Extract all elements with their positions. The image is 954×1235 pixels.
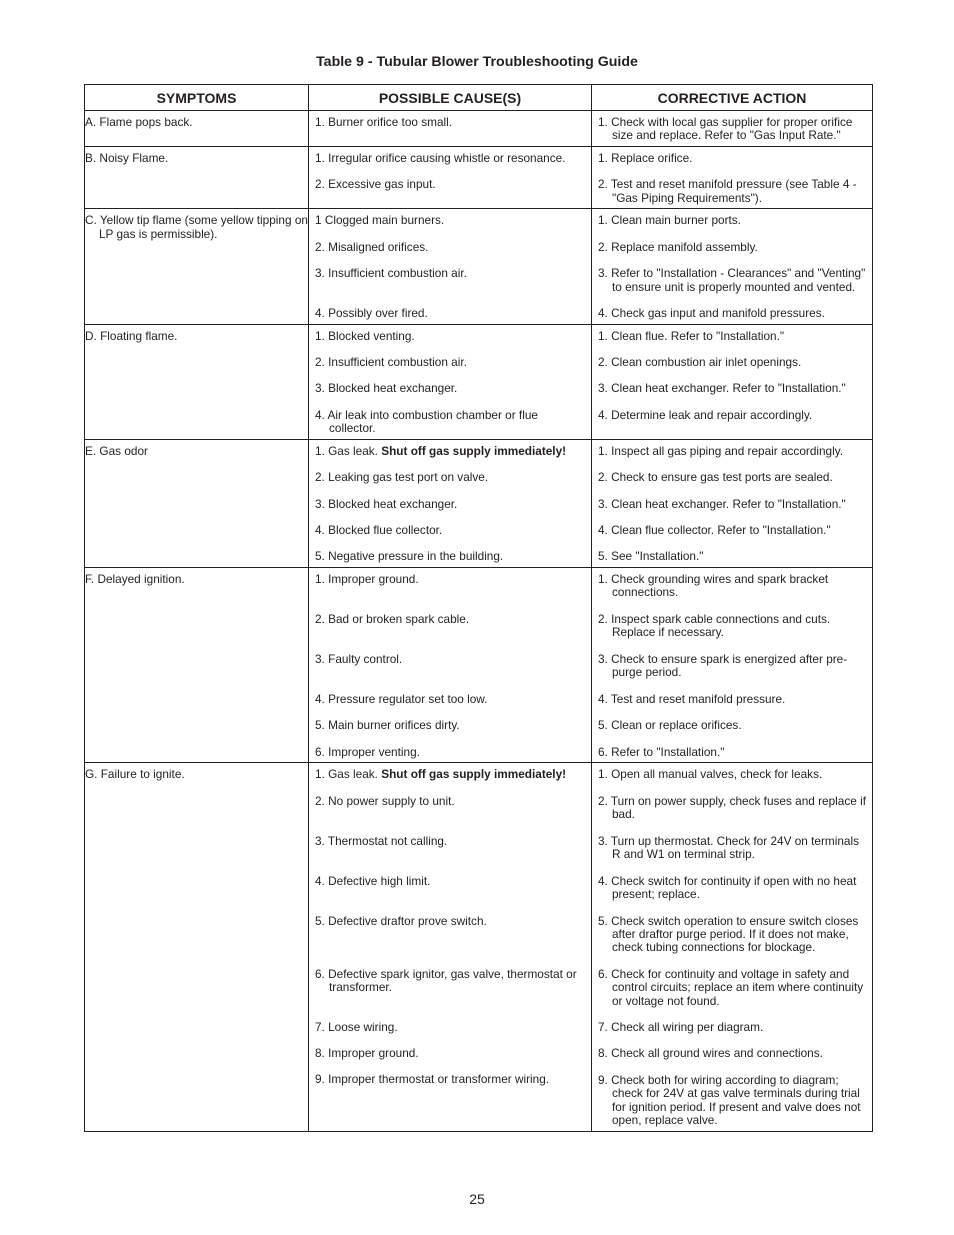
cause-item (309, 152, 591, 165)
cause-text: 5. Defective draftor prove switch. (315, 913, 487, 928)
action-item: 3. Refer to "Installation - Clearances" and "Venting" to ensure unit is properly mounted and vented. (598, 266, 866, 294)
cause-item (309, 550, 591, 563)
table-row (85, 763, 873, 1132)
cause-item (309, 746, 591, 759)
action-item: 3. Turn up thermostat. Check for 24V on terminals R and W1 on terminal strip. (598, 833, 859, 861)
action-item: 6. Check for continuity and voltage in safety and control circuits; replace an item where continuity or voltage not found. (598, 966, 864, 1008)
cause-text: 1. Blocked venting. (315, 328, 415, 343)
cause-text: 5. Negative pressure in the building. (315, 549, 504, 564)
symptom-text: E. Gas odor (85, 443, 148, 458)
actions-cell (592, 439, 873, 567)
action-item: 3. Clean heat exchanger. Refer to "Installation." (598, 496, 846, 511)
symptom-cell (85, 763, 309, 1132)
action-item: 4. Clean flue collector. Refer to "Installation." (598, 523, 831, 538)
action-item: 1. Clean flue. Refer to "Installation." (598, 328, 785, 343)
action-item: 2. Replace manifold assembly. (598, 239, 758, 254)
action-item: 3. Clean heat exchanger. Refer to "Installation." (598, 381, 846, 396)
cause-text: 3. Insufficient combustion air. (315, 266, 467, 281)
symptom-text: D. Floating flame. (85, 328, 178, 343)
cause-item (309, 330, 591, 343)
symptom-text: C. Yellow tip flame (some yellow tipping on LP gas is permissible). (85, 213, 308, 241)
column-header-symptoms: SYMPTOMS (85, 85, 309, 111)
action-item: 1. Check grounding wires and spark bracket connections. (598, 571, 829, 600)
symptom-cell (85, 324, 309, 439)
troubleshooting-table (84, 84, 873, 1132)
cause-text: 5. Main burner orifices dirty. (315, 718, 460, 733)
cause-item (309, 968, 591, 1008)
actions-cell (592, 111, 873, 147)
symptom-text: F. Delayed ignition. (85, 571, 185, 586)
action-item: 5. Clean or replace orifices. (598, 718, 742, 733)
action-item: 4. Determine leak and repair accordingly. (598, 407, 813, 422)
cause-item (309, 875, 591, 902)
cause-item (309, 267, 591, 294)
action-item: 5. Check switch operation to ensure switch closes after draftor purge period. If it does not make, check tubing connections for blockage. (598, 913, 859, 955)
cause-text: 1. Burner orifice too small. (315, 115, 453, 129)
action-item: 1. Clean main burner ports. (598, 213, 741, 228)
cause-text: 3. Thermostat not calling. (315, 833, 448, 848)
table-row (85, 111, 873, 147)
cause-item (309, 524, 591, 537)
action-item: 4. Test and reset manifold pressure. (598, 691, 786, 706)
cause-text: 1. Gas leak. (315, 443, 378, 458)
action-item: 7. Check all wiring per diagram. (598, 1019, 764, 1034)
cause-item (309, 835, 591, 862)
cause-item (309, 307, 591, 320)
cause-text: 2. Excessive gas input. (315, 177, 436, 192)
cause-text: 3. Blocked heat exchanger. (315, 381, 458, 396)
cause-item (309, 356, 591, 369)
symptom-cell (85, 111, 309, 147)
cause-item (309, 178, 591, 205)
action-item: 2. Turn on power supply, check fuses and replace if bad. (598, 793, 866, 821)
cause-text: 9. Improper thermostat or transformer wiring. (315, 1072, 550, 1087)
actions-cell (592, 324, 873, 439)
cause-text: 1. Irregular orifice causing whistle or resonance. (315, 151, 566, 165)
table-row (85, 147, 873, 209)
cause-text: 2. No power supply to unit. (315, 793, 455, 808)
action-item: 1. Replace orifice. (598, 151, 693, 165)
cause-text: 4. Air leak into combustion chamber or flue collector. (315, 407, 538, 436)
symptom-cell (85, 209, 309, 324)
causes-cell (309, 439, 592, 567)
action-item: 8. Check all ground wires and connections. (598, 1046, 823, 1061)
cause-text: 4. Possibly over fired. (315, 306, 428, 321)
cause-item (309, 573, 591, 600)
cause-text: 2. Leaking gas test port on valve. (315, 470, 489, 485)
symptom-cell (85, 147, 309, 209)
cause-item (309, 915, 591, 955)
cause-item (309, 445, 591, 458)
cause-item (309, 795, 591, 822)
action-item: 2. Check to ensure gas test ports are sealed. (598, 470, 833, 485)
cause-item (309, 653, 591, 680)
action-item: 2. Clean combustion air inlet openings. (598, 355, 802, 370)
actions-cell (592, 763, 873, 1132)
cause-item (309, 498, 591, 511)
action-item: 1. Open all manual valves, check for leaks. (598, 767, 823, 782)
cause-text: 2. Insufficient combustion air. (315, 355, 467, 370)
table-title: Table 9 - Tubular Blower Troubleshooting Guide (316, 54, 638, 70)
cause-text: 1 Clogged main burners. (315, 213, 445, 228)
table-body (85, 111, 873, 1132)
cause-text: 2. Bad or broken spark cable. (315, 611, 470, 626)
table-header-row (85, 85, 873, 111)
cause-item (309, 1021, 591, 1034)
cause-text: 2. Misaligned orifices. (315, 239, 429, 254)
causes-cell (309, 111, 592, 147)
action-item: 2. Test and reset manifold pressure (see Table 4 - "Gas Piping Requirements"). (598, 177, 857, 205)
cause-item (309, 471, 591, 484)
action-item: 6. Refer to "Installation." (598, 744, 725, 759)
column-header-corrective-action: CORRECTIVE ACTION (592, 85, 873, 111)
cause-text: 8. Improper ground. (315, 1045, 419, 1060)
causes-cell (309, 324, 592, 439)
cause-text: 7. Loose wiring. (315, 1019, 398, 1034)
cause-item (309, 719, 591, 732)
table-row (85, 567, 873, 762)
symptom-cell (85, 567, 309, 762)
cause-item (309, 241, 591, 254)
cause-text: 6. Defective spark ignitor, gas valve, thermostat or transformer. (315, 966, 577, 994)
cause-text: 4. Defective high limit. (315, 873, 431, 888)
cause-text: 1. Improper ground. (315, 571, 419, 586)
table-row (85, 209, 873, 324)
cause-item (309, 1047, 591, 1060)
action-item: 2. Inspect spark cable connections and cuts. Replace if necessary. (598, 611, 831, 640)
cause-text: 3. Faulty control. (315, 651, 403, 666)
action-item: 4. Check switch for continuity if open with no heat present; replace. (598, 873, 857, 901)
actions-cell (592, 147, 873, 209)
cause-warning-text: Shut off gas supply immediately! (381, 443, 567, 458)
action-item: 1. Inspect all gas piping and repair accordingly. (598, 443, 844, 458)
action-item: 9. Check both for wiring according to diagram; check for 24V at gas valve terminals during trial for ignition period. If present and valve does not open, replace valve. (598, 1072, 861, 1127)
symptom-text: A. Flame pops back. (85, 115, 193, 129)
cause-text: 6. Improper venting. (315, 744, 420, 759)
cause-text: 3. Blocked heat exchanger. (315, 496, 458, 511)
action-item: 3. Check to ensure spark is energized after pre-purge period. (598, 651, 848, 680)
causes-cell (309, 209, 592, 324)
action-item: 5. See "Installation." (598, 549, 704, 564)
cause-item (309, 613, 591, 640)
table-row (85, 439, 873, 567)
symptom-cell (85, 439, 309, 567)
action-item: 1. Check with local gas supplier for proper orifice size and replace. Refer to "Gas Input Rate." (598, 115, 853, 143)
symptom-text: B. Noisy Flame. (85, 151, 169, 165)
cause-text: 4. Blocked flue collector. (315, 523, 443, 538)
cause-item (309, 768, 591, 781)
cause-warning-text: Shut off gas supply immediately! (381, 767, 567, 782)
cause-item (309, 116, 591, 143)
actions-cell (592, 209, 873, 324)
action-item: 4. Check gas input and manifold pressures. (598, 306, 825, 321)
page-number: 25 (469, 1191, 485, 1207)
table-row (85, 324, 873, 439)
cause-text: 4. Pressure regulator set too low. (315, 691, 488, 706)
causes-cell (309, 567, 592, 762)
column-header-possible-causes: POSSIBLE CAUSE(S) (309, 85, 592, 111)
cause-item (309, 1073, 591, 1127)
cause-item (309, 382, 591, 395)
causes-cell (309, 147, 592, 209)
cause-item (309, 409, 591, 436)
cause-text: 1. Gas leak. (315, 767, 378, 782)
cause-item (309, 214, 591, 227)
actions-cell (592, 567, 873, 762)
causes-cell (309, 763, 592, 1132)
symptom-text: G. Failure to ignite. (85, 767, 185, 782)
cause-item (309, 693, 591, 706)
